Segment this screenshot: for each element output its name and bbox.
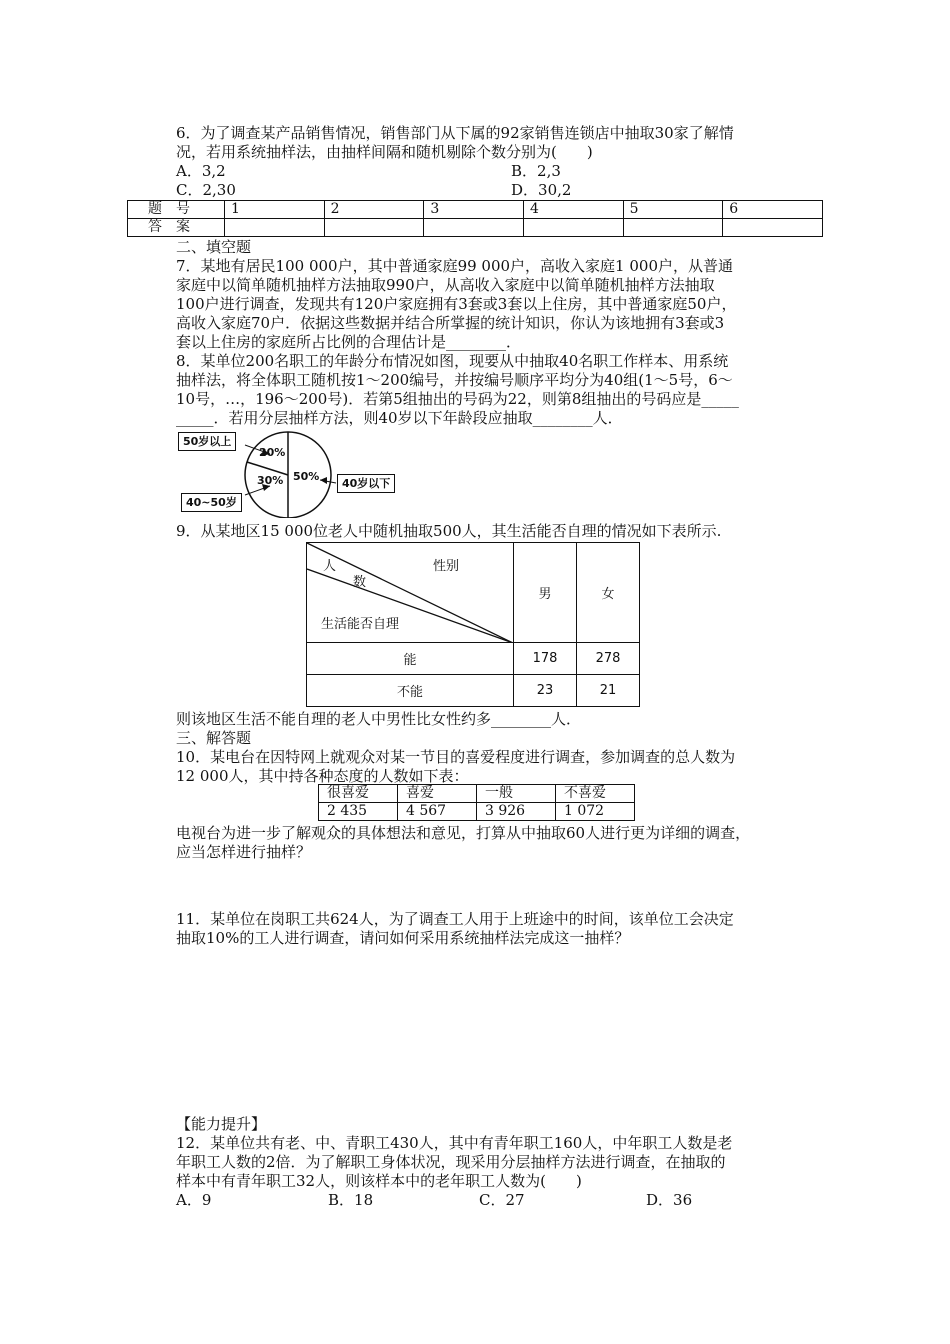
section-fill-in-heading: 二、填空题 — [176, 238, 252, 256]
q6-line-1: 6．为了调查某产品销售情况，销售部门从下属的92家销售连锁店中抽取30家了解情 — [176, 124, 734, 142]
q6-option-a: A．3,2 — [176, 162, 226, 180]
cell-male: 178 — [514, 643, 577, 675]
table-row — [319, 803, 635, 821]
table-row — [319, 785, 635, 803]
diagonal-header-cell — [307, 543, 514, 643]
q11-line-1: 11．某单位在岗职工共624人，为了调查工人用于上班途中的时间，该单位工会决定 — [176, 910, 734, 928]
pie-label-50-above: 50岁以上 — [178, 432, 236, 451]
q6-option-d: D．30,2 — [511, 181, 572, 199]
table-row — [307, 675, 640, 707]
header-xingbie: 性别 — [433, 559, 460, 574]
q10-after-2: 应当怎样进行抽样？ — [176, 843, 312, 861]
q8-line-4: _____．若用分层抽样方法，则40岁以下年龄段应抽取________人． — [176, 409, 623, 427]
section-solve-heading: 三、解答题 — [176, 729, 252, 747]
header-female: 女 — [577, 543, 640, 643]
answer-cell-number: 3 — [424, 201, 524, 219]
attitude-head: 一般 — [477, 785, 556, 803]
header-shenghuo: 生活能否自理 — [321, 617, 400, 632]
answer-blank[interactable] — [723, 219, 823, 237]
answer-table-row — [128, 219, 823, 237]
answer-blank[interactable] — [324, 219, 424, 237]
header-male: 男 — [514, 543, 577, 643]
pie-value-30: 30% — [257, 474, 284, 487]
attitude-head: 不喜爱 — [556, 785, 635, 803]
attitude-table — [318, 784, 635, 821]
answer-table-head-answer: 答案 — [128, 219, 225, 237]
q7-line-1: 7．某地有居民100 000户，其中普通家庭99 000户，高收入家庭1 000户，从普通 — [176, 257, 734, 275]
q12-option-b: B．18 — [328, 1191, 374, 1209]
answer-cell-number: 1 — [225, 201, 325, 219]
attitude-head: 很喜爱 — [319, 785, 398, 803]
header-ren: 人 — [323, 559, 337, 574]
self-care-table — [306, 542, 640, 707]
pie-value-50: 50% — [293, 470, 320, 483]
header-shu: 数 — [353, 575, 367, 590]
q12-option-d: D．36 — [646, 1191, 693, 1209]
q6-line-2: 况，若用系统抽样法，由抽样间隔和随机剔除个数分别为( ) — [176, 143, 593, 161]
q9-after: 则该地区生活不能自理的老人中男性比女性约多________人． — [176, 710, 582, 728]
row-label: 能 — [307, 643, 514, 675]
answer-cell-number: 2 — [324, 201, 424, 219]
answer-cell-number: 5 — [623, 201, 723, 219]
attitude-value: 3 926 — [477, 803, 556, 821]
q8-line-1: 8．某单位200名职工的年龄分布情况如图，现要从中抽取40名职工作样本、用系统 — [176, 352, 729, 370]
q12-line-3: 样本中有青年职工32人，则该样本中的老年职工人数为( ) — [176, 1172, 582, 1190]
cell-female: 278 — [577, 643, 640, 675]
answer-table-head-number: 题号 — [128, 201, 225, 219]
row-label: 不能 — [307, 675, 514, 707]
cell-female: 21 — [577, 675, 640, 707]
q10-line-1: 10．某电台在因特网上就观众对某一节目的喜爱程度进行调查，参加调查的总人数为 — [176, 748, 736, 766]
q7-line-5: 套以上住房的家庭所占比例的合理估计是________． — [176, 333, 522, 351]
ability-heading: 【能力提升】 — [176, 1115, 267, 1133]
q6-option-b: B．2,3 — [511, 162, 561, 180]
q9-line: 9．从某地区15 000位老人中随机抽取500人，其生活能否自理的情况如下表所示. — [176, 522, 722, 540]
attitude-value: 4 567 — [398, 803, 477, 821]
answer-blank[interactable] — [523, 219, 623, 237]
table-row — [307, 643, 640, 675]
q8-line-2: 抽样法，将全体职工随机按1～200编号，并按编号顺序平均分为40组(1～5号，6～ — [176, 371, 733, 389]
attitude-head: 喜爱 — [398, 785, 477, 803]
arrowhead-icon — [320, 477, 327, 484]
q11-line-2: 抽取10%的工人进行调查，请问如何采用系统抽样法完成这一抽样？ — [176, 929, 630, 947]
q10-line-2: 12 000人，其中持各种态度的人数如下表： — [176, 767, 469, 785]
answer-blank[interactable] — [424, 219, 524, 237]
answer-blank[interactable] — [623, 219, 723, 237]
answer-cell-number: 6 — [723, 201, 823, 219]
answer-blank[interactable] — [225, 219, 325, 237]
q12-option-c: C．27 — [479, 1191, 525, 1209]
q10-after-1: 电视台为进一步了解观众的具体想法和意见，打算从中抽取60人进行更为详细的调查， — [176, 824, 751, 842]
answer-table — [127, 200, 823, 237]
q12-line-1: 12．某单位共有老、中、青职工430人，其中有青年职工160人，中年职工人数是老 — [176, 1134, 733, 1152]
q8-line-3: 10号，…，196～200号)．若第5组抽出的号码为22，则第8组抽出的号码应是_____ — [176, 390, 739, 408]
answer-cell-number: 4 — [523, 201, 623, 219]
pie-label-40-below: 40岁以下 — [337, 474, 395, 493]
attitude-value: 1 072 — [556, 803, 635, 821]
q7-line-3: 100户进行调查，发现共有120户家庭拥有3套或3套以上住房，其中普通家庭50户， — [176, 295, 737, 313]
q7-line-2: 家庭中以简单随机抽样方法抽取990户，从高收入家庭中以简单随机抽样方法抽取 — [176, 276, 715, 294]
attitude-value: 2 435 — [319, 803, 398, 821]
q12-option-a: A．9 — [176, 1191, 212, 1209]
pie-label-40-50: 40~50岁 — [181, 493, 242, 512]
q6-option-c: C．2,30 — [176, 181, 236, 199]
pie-value-20: 20% — [259, 446, 286, 459]
q12-line-2: 年职工人数的2倍．为了解职工身体状况，现采用分层抽样方法进行调查，在抽取的 — [176, 1153, 726, 1171]
q7-line-4: 高收入家庭70户．依据这些数据并结合所掌握的统计知识，你认为该地拥有3套或3 — [176, 314, 725, 332]
table-row — [307, 543, 640, 643]
answer-table-row — [128, 201, 823, 219]
cell-male: 23 — [514, 675, 577, 707]
